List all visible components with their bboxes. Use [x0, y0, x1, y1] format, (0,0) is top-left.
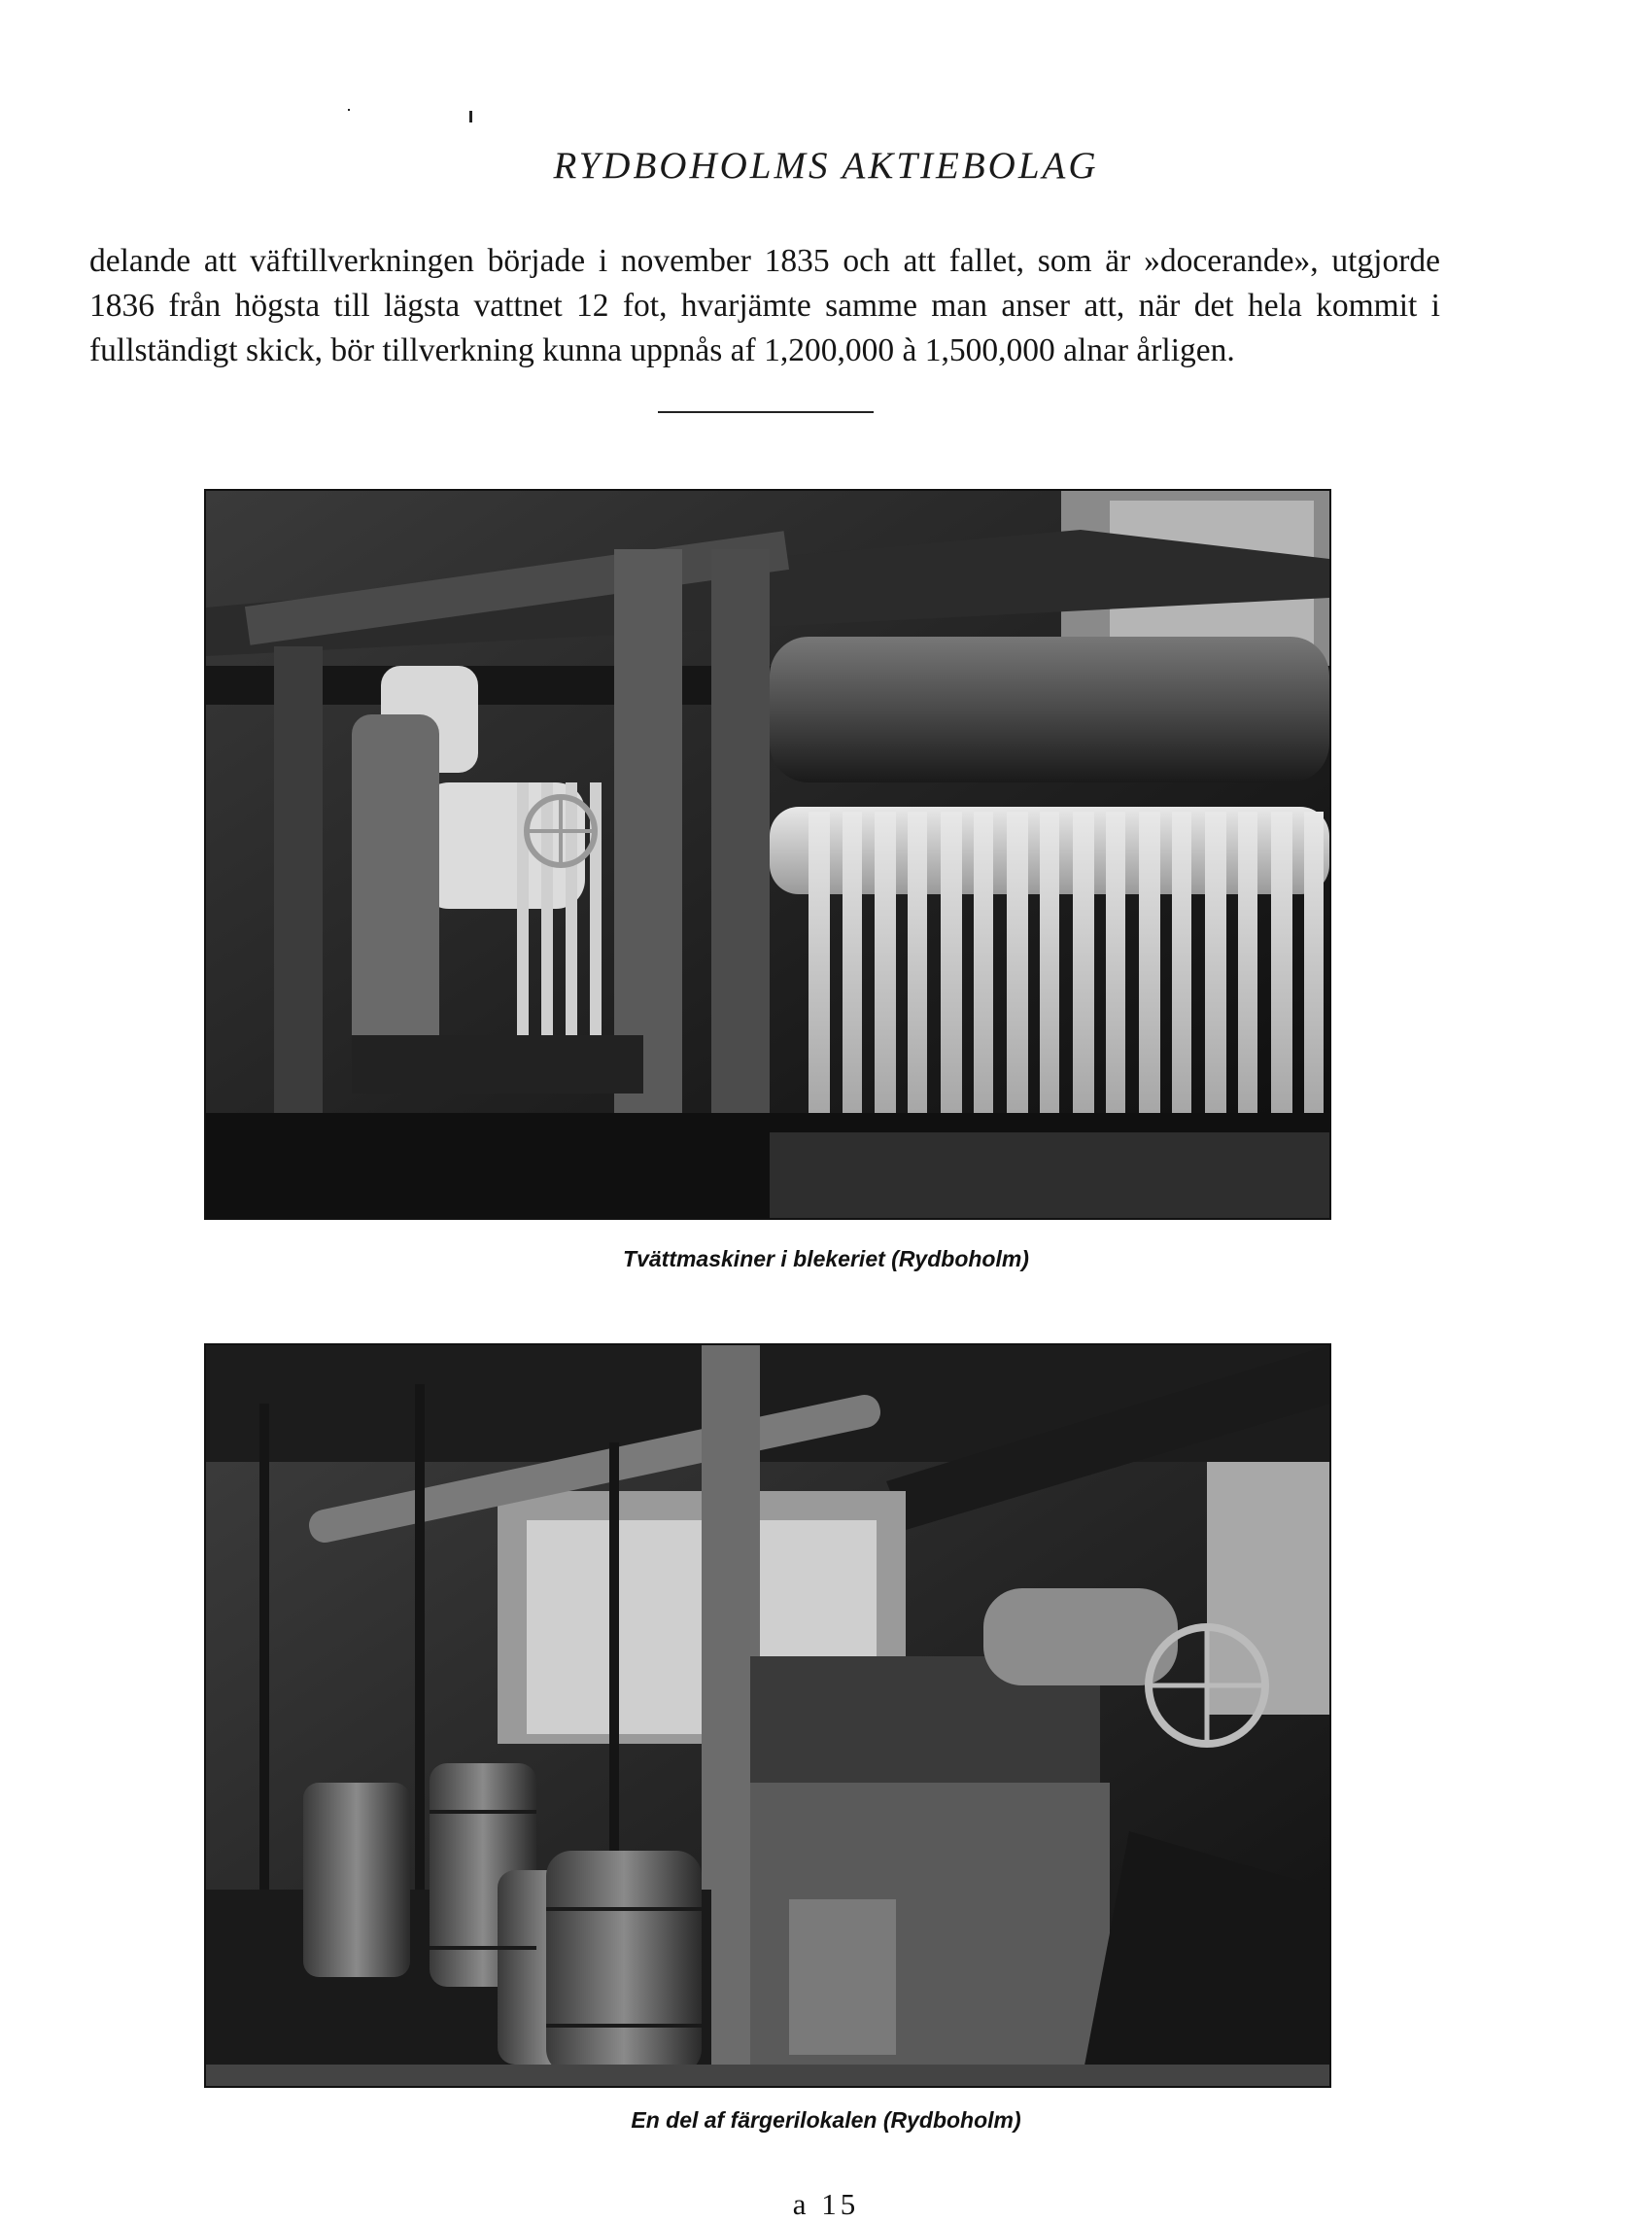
running-header: RYDBOHOLMS AKTIEBOLAG	[553, 145, 1099, 187]
photo-washing-machines	[204, 489, 1331, 1220]
print-speck	[469, 111, 472, 122]
page-number: a 15	[792, 2187, 860, 2221]
section-divider	[658, 411, 874, 413]
figure-caption: En del af färgerilokalen (Rydboholm)	[631, 2107, 1021, 2133]
paragraph-text: delande att väftillverkningen började i november 1835 och att fallet, som är »docerande», utgjorde 1836 från högsta till lägsta vattnet 12 fot, hvarjämte samme man anser att, när det hela kommit i fullständigt skick, bör tillverkning kunna uppnås af 1,200,000 à 1,500,000 alnar årligen.	[89, 243, 1440, 368]
photo-dyeing-room	[204, 1343, 1331, 2088]
print-speck	[348, 109, 350, 111]
figure-caption: Tvättmaskiner i blekeriet (Rydboholm)	[623, 1246, 1029, 1271]
body-paragraph	[89, 239, 1440, 373]
